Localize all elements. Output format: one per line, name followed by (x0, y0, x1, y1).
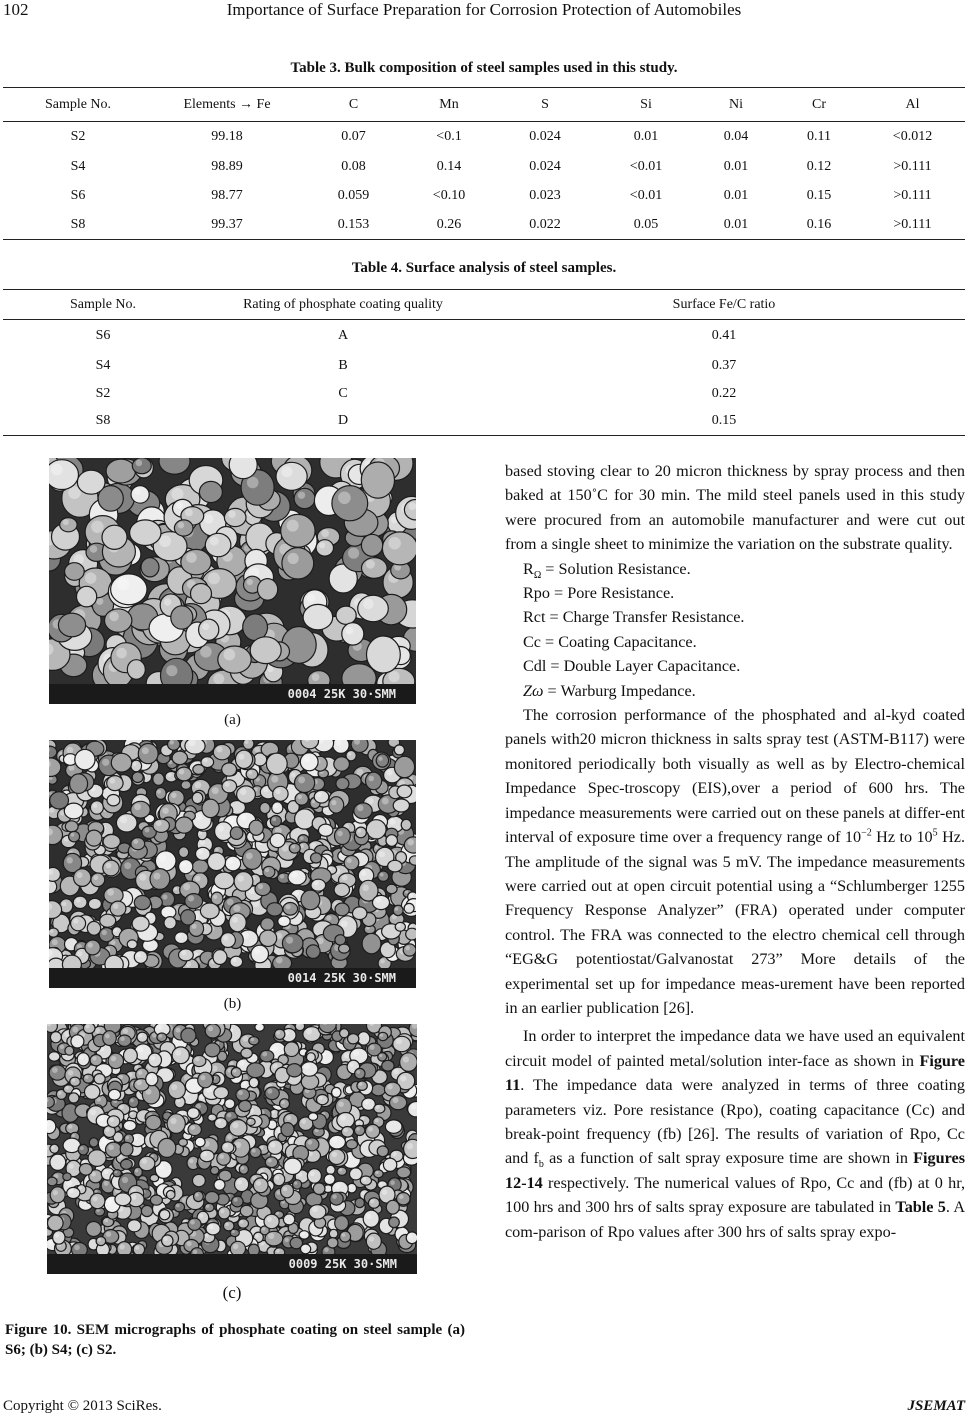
table3-caption: Table 3. Bulk composition of steel samples used in this study. (290, 60, 678, 76)
table-cell: 0.04 (723, 129, 749, 145)
table3-column-header: Elements → Fe (183, 96, 271, 112)
table3-column-header: Ni (729, 96, 743, 112)
table-cell: 99.18 (211, 129, 243, 145)
table-row (3, 153, 965, 182)
table-cell: 0.01 (633, 129, 659, 145)
body-text-column (505, 459, 965, 1244)
panel-label-c: (c) (222, 1283, 242, 1302)
table-cell: 0.37 (711, 357, 737, 373)
table-cell: 0.12 (806, 159, 832, 174)
table-cell: 0.024 (529, 129, 561, 145)
sem-scale-bar-text: 0009 25K 30·SMM (288, 1257, 397, 1271)
definition-warburg-impedance: Zω = Warburg Impedance. (523, 681, 696, 700)
table3-column-header: S (541, 96, 549, 112)
paragraph-equivalent-circuit: In order to interpret the impedance data we have used an equivalent circuit model of painted metal/solution inter-face as shown in Figure 11. The impedance data were analyzed in terms of three coating parameters viz. Pore resistance (Rpo), coating capacitance (Cc) and break-point frequency (fb) [26]. The results of variation of Rpo, Cc and $f_b$ as a function of salt spray exposure time are shown in Figures 12-14 respectively. The numerical values of Rpo, Cc and (fb) at 0 hr, 100 hrs and 300 hrs of salts spray exposure are tabulated in Table 5. A com-parison of Rpo values after 300 hrs of salts spray expo- (505, 1027, 966, 1241)
table-cell: 0.14 (436, 159, 462, 174)
table3 (3, 87, 965, 240)
table-cell: 0.15 (806, 188, 832, 203)
figure10-caption: Figure 10. SEM micrographs of phosphate coating on steel sample (a) S6; (b) S4; (c) S2. (5, 1322, 465, 1358)
table3-column-header: Sample No. (44, 96, 112, 112)
table-row (3, 352, 965, 380)
table-cell: 0.01 (723, 188, 749, 203)
definition-coating-capacitance: Cc = Coating Capacitance. (523, 632, 697, 651)
table-row (3, 211, 965, 240)
table3-column-header: Cr (812, 96, 826, 112)
table-cell: 0.07 (341, 129, 366, 145)
table-cell: 0.26 (436, 216, 462, 232)
table-row (3, 122, 965, 153)
table-cell: >0.111 (893, 216, 932, 232)
table-cell: 0.01 (723, 216, 749, 232)
paragraph-corrosion-performance: The corrosion performance of the phosphated and al-kyd coated panels with20 micron thickness in salts spray test (ASTM-B117) were monitored periodically both visually as well as by Electro-chemical Impedance Spec-troscopy (EIS),over a period of 600 hrs. The impedance measurements were carried out on these panels at differ-ent interval of exposure time over a frequency range of $10^{-2}$ Hz to $10^5$ Hz. The amplitude of the signal was 5 mV. The impedance measurements were carried out at open circuit potential using a “Schlumberger 1255 Frequency Response Analyzer” (FRA) operated under computer control. The FRA was connected to the electro chemical cell through “EG&G potentiostat/Galvanostat 273” More details of the experimental set up for impedance meas-urement have been reported in an earlier publication [26]. (505, 706, 965, 1017)
table-cell: S2 (70, 129, 86, 145)
table-cell: 0.059 (337, 188, 370, 203)
copyright-text: Copyright © 2013 SciRes. (3, 1398, 162, 1414)
definition-double-layer-capacitance: Cdl = Double Layer Capacitance. (523, 657, 741, 676)
table-cell: B (338, 357, 348, 373)
table-cell: S8 (70, 216, 86, 232)
table4-caption: Table 4. Surface analysis of steel samples. (351, 260, 617, 276)
sem-scale-bar-text: 0014 25K 30·SMM (287, 971, 396, 985)
sem-micrograph-b (49, 740, 416, 988)
table-cell: <0.01 (629, 159, 663, 174)
figures12-14-reference[interactable]: Figures 12-14 (505, 1149, 966, 1192)
table-cell: 0.41 (711, 327, 737, 343)
table4-column-header: Sample No. (69, 296, 137, 312)
table-row (3, 320, 965, 352)
table3-header-row (3, 88, 965, 122)
figure11-reference[interactable]: Figure 11 (505, 1051, 965, 1095)
sem-micrograph-c (47, 1024, 417, 1274)
panel-label-a: (a) (224, 712, 241, 728)
table-cell: 98.89 (211, 159, 243, 174)
table-row (3, 380, 965, 408)
table3-column-header: C (348, 96, 359, 112)
running-title: Importance of Surface Preparation for Corrosion Protection of Automobiles (226, 0, 742, 19)
table-cell: 99.37 (211, 216, 243, 232)
table-cell: 98.77 (211, 188, 243, 203)
table-cell: S6 (70, 188, 86, 203)
table-cell: <0.012 (892, 129, 933, 145)
sem-micrograph-a (49, 458, 416, 704)
table4-column-header: Rating of phosphate coating quality (243, 296, 443, 312)
definition-pore-resistance: Rpo = Pore Resistance. (523, 584, 675, 603)
table3-column-header: Mn (439, 96, 459, 112)
table5-reference[interactable]: Table 5 (895, 1198, 946, 1217)
table-cell: <0.10 (432, 188, 466, 203)
table-cell: C (338, 385, 348, 401)
table-cell: S8 (95, 413, 111, 429)
table-cell: 0.16 (806, 216, 832, 232)
table-cell: 0.022 (529, 216, 561, 232)
table-cell: D (337, 413, 349, 429)
table-cell: 0.15 (711, 413, 737, 429)
table4-column-header: Surface Fe/C ratio (672, 296, 776, 312)
table-cell: S6 (95, 327, 111, 343)
table-cell: <0.1 (436, 129, 462, 145)
table4 (3, 289, 965, 436)
page-number: 102 (3, 0, 29, 19)
table-row (3, 408, 965, 436)
definition-solution-resistance: $R_\Omega$ = Solution Resistance. (523, 559, 691, 581)
paragraph-stoving: based stoving clear to 20 micron thickness by spray process and then baked at 150˚C for 30 min. The mild steel panels used in this study were procured from an automobile manufacturer and were cut out from a single sheet to minimize the variation on the substrate quality. (505, 462, 965, 554)
definition-charge-transfer-resistance: Rct = Charge Transfer Resistance. (523, 608, 745, 627)
table3-column-header: Si (640, 96, 652, 112)
table-cell: >0.111 (893, 188, 932, 203)
panel-label-b: (b) (223, 996, 242, 1012)
table-cell: S4 (95, 357, 111, 373)
table-cell: A (337, 327, 349, 343)
sem-scale-bar-text: 0004 25K 30·SMM (287, 687, 396, 701)
table4-header-row (3, 290, 965, 320)
table-cell: <0.01 (629, 188, 663, 203)
running-header (0, 0, 968, 24)
table-cell: 0.153 (337, 216, 370, 232)
table-cell: >0.111 (893, 159, 932, 174)
table-cell: S4 (70, 159, 86, 174)
table-cell: 0.01 (723, 159, 749, 174)
table-cell: 0.22 (711, 385, 737, 401)
table-cell: 0.08 (341, 159, 366, 174)
table-row (3, 182, 965, 211)
table-cell: S2 (95, 385, 111, 401)
table-cell: 0.023 (529, 188, 561, 203)
table-cell: 0.05 (633, 216, 659, 232)
table-cell: 0.024 (529, 159, 561, 174)
table3-column-header: Al (905, 96, 920, 112)
table-cell: 0.11 (807, 129, 831, 145)
journal-name: JSEMAT (907, 1398, 965, 1414)
